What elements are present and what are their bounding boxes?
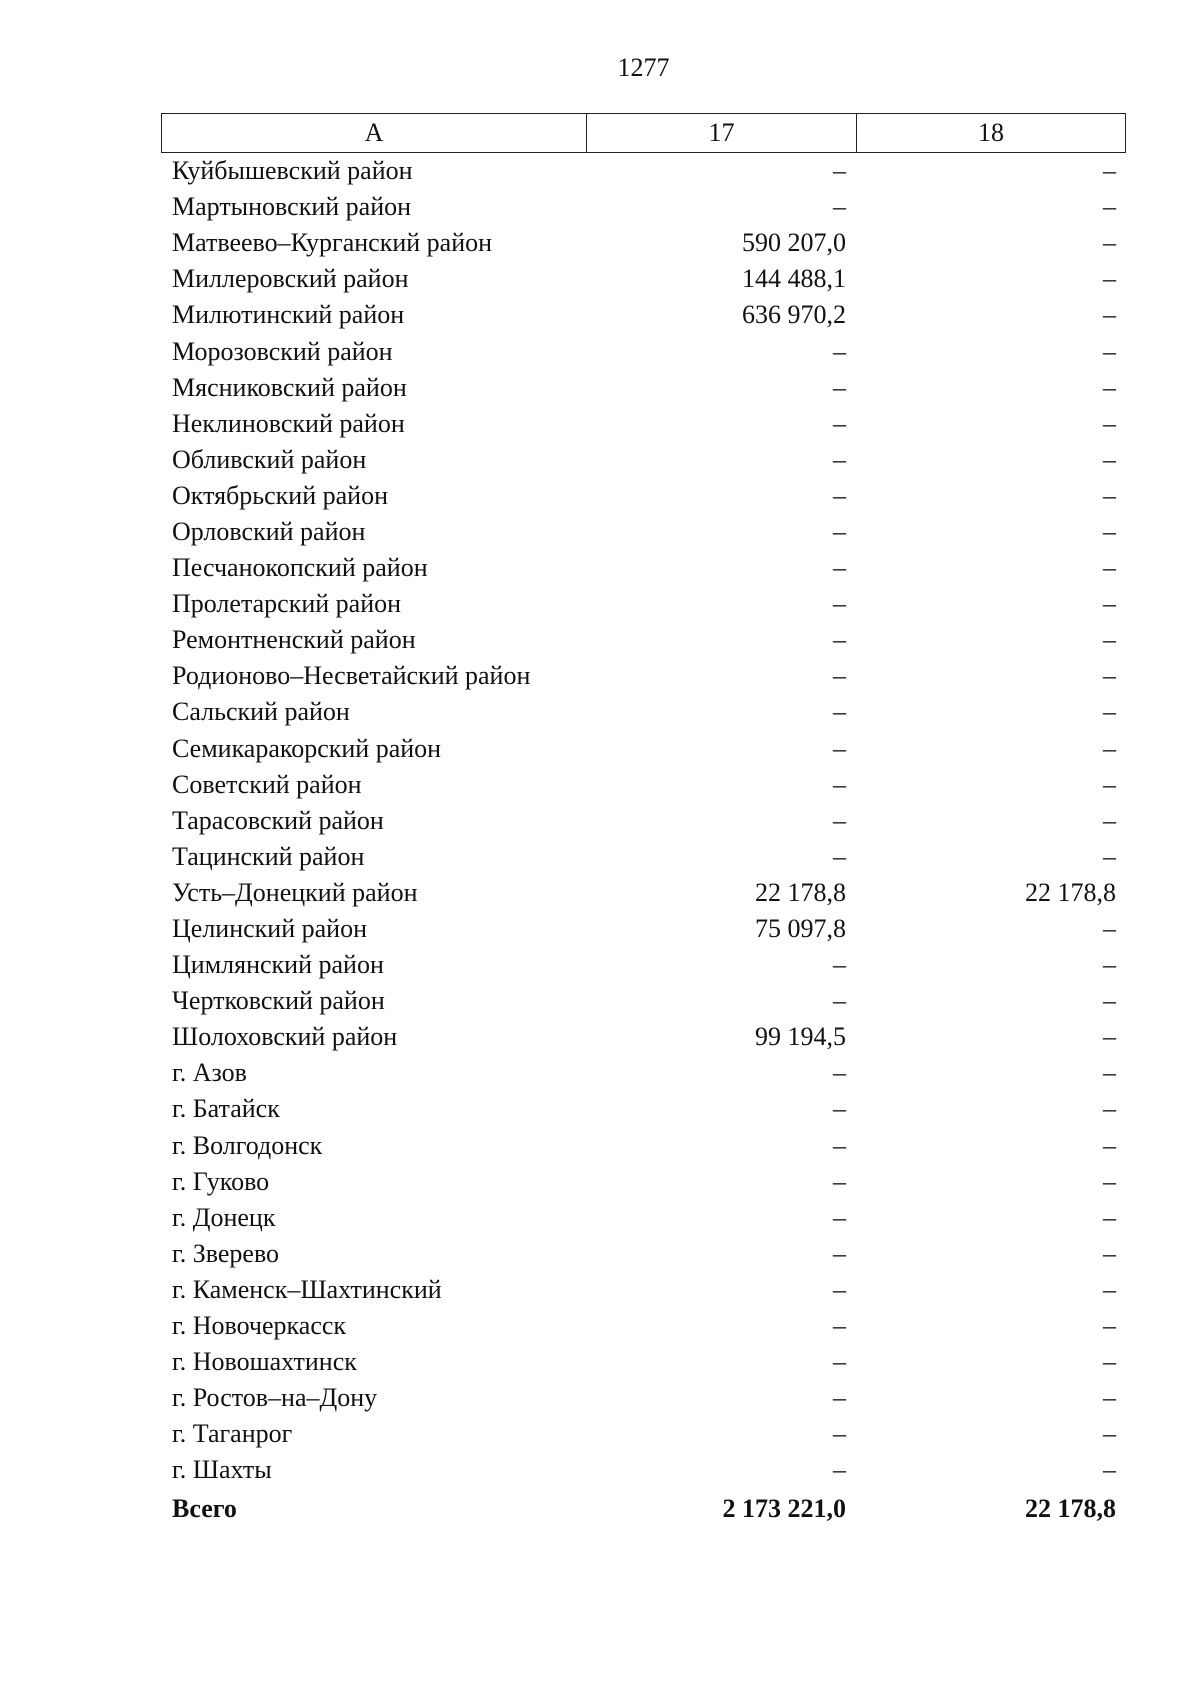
row-value-17: – — [833, 480, 846, 510]
row-name: Куйбышевский район — [172, 156, 413, 186]
table-row — [161, 370, 1126, 406]
row-name: Мясниковский район — [172, 372, 407, 402]
row-value-17: – — [833, 372, 846, 402]
table-row — [161, 1236, 1126, 1272]
row-value-18: – — [1103, 264, 1116, 294]
row-value-18: – — [1103, 1202, 1116, 1232]
row-value-17: – — [833, 1238, 846, 1268]
row-name: г. Донецк — [172, 1202, 276, 1232]
row-value-18: – — [1103, 625, 1116, 655]
table-row — [161, 297, 1126, 333]
row-value-17: – — [833, 950, 846, 980]
row-value-18: – — [1103, 228, 1116, 258]
row-name: Орловский район — [172, 516, 366, 546]
row-name: Миллеровский район — [172, 264, 409, 294]
row-name: г. Азов — [172, 1058, 247, 1088]
total-value-18: 22 178,8 — [1025, 1493, 1116, 1523]
table-row — [161, 731, 1126, 767]
row-value-18: – — [1103, 769, 1116, 799]
row-value-17: – — [833, 986, 846, 1016]
row-name: г. Новочеркасск — [172, 1311, 347, 1341]
table-row — [161, 261, 1126, 297]
row-name: г. Батайск — [172, 1094, 280, 1124]
row-value-18: – — [1103, 986, 1116, 1016]
row-value-17: – — [833, 1419, 846, 1449]
column-header-18: 18 — [978, 118, 1004, 147]
row-name: г. Таганрог — [172, 1419, 293, 1449]
row-value-18: – — [1103, 1347, 1116, 1377]
table-row — [161, 875, 1126, 911]
table-row — [161, 406, 1126, 442]
total-row — [161, 1490, 1126, 1526]
row-value-18: – — [1103, 372, 1116, 402]
row-value-17: – — [833, 805, 846, 835]
row-value-18: – — [1103, 950, 1116, 980]
row-value-17: 99 194,5 — [755, 1022, 846, 1052]
table-row — [161, 1452, 1126, 1488]
row-value-17: – — [833, 1383, 846, 1413]
row-value-18: – — [1103, 300, 1116, 330]
row-value-17: – — [833, 1094, 846, 1124]
row-name: Сальский район — [172, 697, 350, 727]
row-value-17: – — [833, 444, 846, 474]
row-value-17: 590 207,0 — [742, 228, 846, 258]
table-row — [161, 1200, 1126, 1236]
row-value-17: 75 097,8 — [755, 914, 846, 944]
row-name: Тарасовский район — [172, 805, 384, 835]
row-name: г. Новошахтинск — [172, 1347, 357, 1377]
row-value-18: – — [1103, 1058, 1116, 1088]
row-value-18: – — [1103, 444, 1116, 474]
row-value-17: – — [833, 516, 846, 546]
row-value-18: – — [1103, 697, 1116, 727]
row-value-17: – — [833, 1058, 846, 1088]
row-value-17: – — [833, 841, 846, 871]
table-row — [161, 622, 1126, 658]
row-value-17: – — [833, 589, 846, 619]
row-value-17: – — [833, 697, 846, 727]
table-row — [161, 658, 1126, 694]
row-value-17: 636 970,2 — [742, 300, 846, 330]
row-name: Родионово–Несветайский район — [172, 661, 531, 691]
row-value-17: – — [833, 553, 846, 583]
table-row — [161, 911, 1126, 947]
table-row — [161, 225, 1126, 261]
row-name: Семикаракорский район — [172, 733, 442, 763]
table-row — [161, 767, 1126, 803]
table-row — [161, 947, 1126, 983]
row-value-18: – — [1103, 192, 1116, 222]
row-name: Цимлянский район — [172, 950, 384, 980]
row-name: Обливский район — [172, 444, 367, 474]
row-value-17: 144 488,1 — [742, 264, 846, 294]
row-name: Матвеево–Курганский район — [172, 228, 493, 258]
row-name: Шолоховский район — [172, 1022, 398, 1052]
table-row — [161, 1091, 1126, 1127]
row-value-17: – — [833, 1347, 846, 1377]
row-value-18: – — [1103, 1130, 1116, 1160]
row-value-18: – — [1103, 805, 1116, 835]
row-value-18: – — [1103, 661, 1116, 691]
table-row — [161, 442, 1126, 478]
table-row — [161, 153, 1126, 189]
table-row — [161, 514, 1126, 550]
row-value-18: – — [1103, 1419, 1116, 1449]
table-header-row — [161, 113, 1126, 153]
row-value-18: – — [1103, 914, 1116, 944]
row-name: г. Каменск–Шахтинский — [172, 1274, 442, 1304]
row-value-18: – — [1103, 589, 1116, 619]
table-row — [161, 839, 1126, 875]
table-row — [161, 478, 1126, 514]
row-name: г. Гуково — [172, 1166, 270, 1196]
row-value-18: – — [1103, 553, 1116, 583]
total-label: Всего — [172, 1493, 237, 1523]
row-name: Усть–Донецкий район — [172, 877, 418, 907]
row-name: Ремонтненский район — [172, 625, 416, 655]
table-row — [161, 333, 1126, 369]
table-row — [161, 1055, 1126, 1091]
table-row — [161, 803, 1126, 839]
row-name: Пролетарский район — [172, 589, 402, 619]
row-name: Чертковский район — [172, 986, 385, 1016]
row-value-18: – — [1103, 480, 1116, 510]
row-value-18: – — [1103, 1383, 1116, 1413]
row-value-17: – — [833, 769, 846, 799]
row-name: Песчанокопский район — [172, 553, 428, 583]
row-value-18: – — [1103, 1022, 1116, 1052]
row-name: Советский район — [172, 769, 362, 799]
row-value-18: – — [1103, 1274, 1116, 1304]
row-name: г. Ростов–на–Дону — [172, 1383, 378, 1413]
row-name: Октябрьский район — [172, 480, 388, 510]
row-value-18: – — [1103, 1455, 1116, 1485]
row-value-17: – — [833, 733, 846, 763]
row-value-18: – — [1103, 733, 1116, 763]
row-value-17: – — [833, 1166, 846, 1196]
table-body — [161, 153, 1126, 1488]
row-value-17: – — [833, 1202, 846, 1232]
row-value-18: – — [1103, 408, 1116, 438]
row-value-17: – — [833, 192, 846, 222]
row-name: Тацинский район — [172, 841, 365, 871]
table-row — [161, 1128, 1126, 1164]
row-value-17: – — [833, 1274, 846, 1304]
row-name: Милютинский район — [172, 300, 405, 330]
row-value-17: – — [833, 1455, 846, 1485]
row-value-17: – — [833, 336, 846, 366]
table-row — [161, 1272, 1126, 1308]
row-value-17: – — [833, 1311, 846, 1341]
table-row — [161, 1019, 1126, 1055]
column-header-17: 17 — [587, 114, 857, 152]
row-value-17: – — [833, 408, 846, 438]
row-value-18: – — [1103, 516, 1116, 546]
column-header-a: А — [162, 114, 587, 152]
row-value-18: – — [1103, 1311, 1116, 1341]
data-table — [161, 113, 1126, 1527]
table-row — [161, 1380, 1126, 1416]
table-row — [161, 694, 1126, 730]
row-name: г. Шахты — [172, 1455, 272, 1485]
row-name: Неклиновский район — [172, 408, 405, 438]
row-value-18: – — [1103, 156, 1116, 186]
row-value-18: 22 178,8 — [1025, 877, 1116, 907]
table-row — [161, 1344, 1126, 1380]
table-row — [161, 1308, 1126, 1344]
table-row — [161, 1416, 1126, 1452]
row-value-17: – — [833, 1130, 846, 1160]
row-name: г. Волгодонск — [172, 1130, 323, 1160]
page-number: 1277 — [617, 53, 670, 82]
table-row — [161, 586, 1126, 622]
table-row — [161, 1164, 1126, 1200]
table-row — [161, 189, 1126, 225]
row-value-18: – — [1103, 841, 1116, 871]
row-name: г. Зверево — [172, 1238, 280, 1268]
row-value-18: – — [1103, 1238, 1116, 1268]
row-name: Целинский район — [172, 914, 367, 944]
row-value-17: – — [833, 625, 846, 655]
row-name: Морозовский район — [172, 336, 393, 366]
row-value-18: – — [1103, 1094, 1116, 1124]
total-value-17: 2 173 221,0 — [722, 1493, 846, 1523]
row-value-17: 22 178,8 — [755, 877, 846, 907]
table-row — [161, 983, 1126, 1019]
row-value-18: – — [1103, 336, 1116, 366]
row-value-17: – — [833, 156, 846, 186]
row-value-18: – — [1103, 1166, 1116, 1196]
table-row — [161, 550, 1126, 586]
row-name: Мартыновский район — [172, 192, 412, 222]
row-value-17: – — [833, 661, 846, 691]
